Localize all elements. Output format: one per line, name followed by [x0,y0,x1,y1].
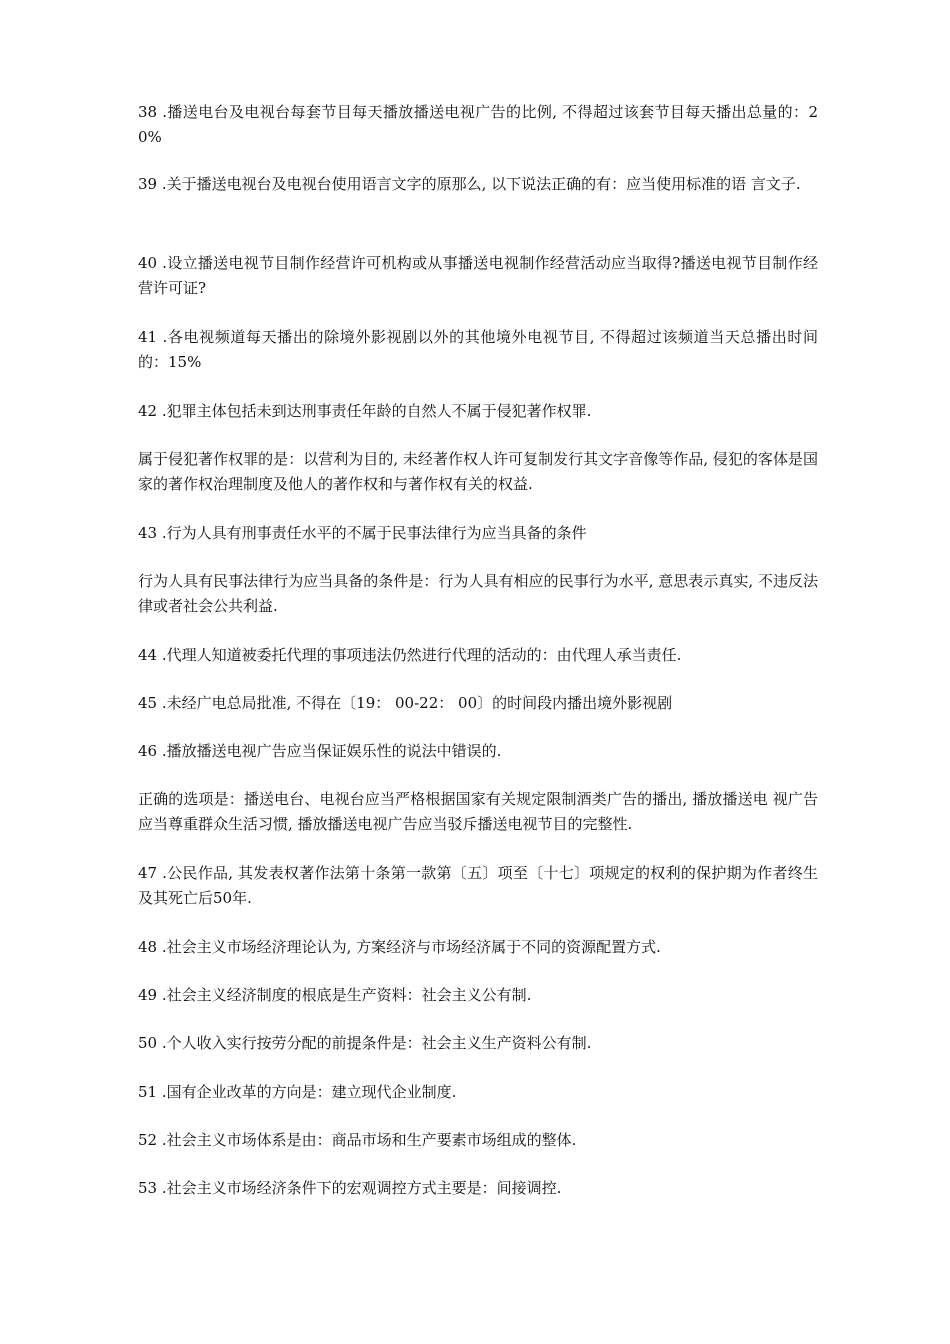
paragraph-53: 53 .社会主义市场经济条件下的宏观调控方式主要是：间接调控. [138,1179,562,1197]
paragraph-42-explanation: 属于侵犯著作权罪的是：以营利为目的, 未经著作权人许可复制发行其文字音像等作品, 侵犯的客体是国家的著作权治理制度及他人的著作权和与著作权有关的权益. [138,450,818,493]
paragraph-45: 45 .未经广电总局批准, 不得在〔19： 00-22： 00〕的时间段内播出境外影视剧 [138,694,673,712]
paragraph-42: 42 .犯罪主体包括未到达刑事责任年龄的自然人不属于侵犯著作权罪. [138,402,592,420]
paragraph-51: 51 .国有企业改革的方向是：建立现代企业制度. [138,1083,457,1101]
paragraph-52: 52 .社会主义市场体系是由：商品市场和生产要素市场组成的整体. [138,1131,577,1149]
paragraph-47: 47 .公民作品, 其发表权著作法第十条第一款第〔五〕项至〔十七〕项规定的权利的保护期为作者终生及其死亡后50年. [138,864,818,907]
paragraph-50: 50 .个人收入实行按劳分配的前提条件是：社会主义生产资料公有制. [138,1034,592,1052]
paragraph-43: 43 .行为人具有刑事责任水平的不属于民事法律行为应当具备的条件 [138,524,587,542]
paragraph-46-explanation: 正确的选项是：播送电台、电视台应当严格根据国家有关规定限制酒类广告的播出, 播放播送电 视广告应当尊重群众生活习惯, 播放播送电视广告应当驳斥播送电视节目的完整性. [138,790,818,833]
paragraph-49: 49 .社会主义经济制度的根底是生产资料：社会主义公有制. [138,986,532,1004]
paragraph-43-explanation: 行为人具有民事法律行为应当具备的条件是：行为人具有相应的民事行为水平, 意思表示真实, 不违反法律或者社会公共利益. [138,572,818,615]
paragraph-46: 46 .播放播送电视广告应当保证娱乐性的说法中错误的. [138,742,502,760]
paragraph-48: 48 .社会主义市场经济理论认为, 方案经济与市场经济属于不同的资源配置方式. [138,938,661,956]
paragraph-39: 39 .关于播送电视台及电视台使用语言文字的原那么, 以下说法正确的有：应当使用标准的语 言文子. [138,175,801,193]
paragraph-38: 38 .播送电台及电视台每套节目每天播放播送电视广告的比例, 不得超过该套节目每天播出总量的：20% [138,103,818,146]
paragraph-44: 44 .代理人知道被委托代理的事项违法仍然进行代理的活动的：由代理人承当责任. [138,646,682,664]
paragraph-41: 41 .各电视频道每天播出的除境外影视剧以外的其他境外电视节目, 不得超过该频道当天总播出时间的：15% [138,328,818,371]
paragraph-40: 40 .设立播送电视节目制作经营许可机构或从事播送电视制作经营活动应当取得?播送电视节目制作经营许可证? [138,254,818,297]
